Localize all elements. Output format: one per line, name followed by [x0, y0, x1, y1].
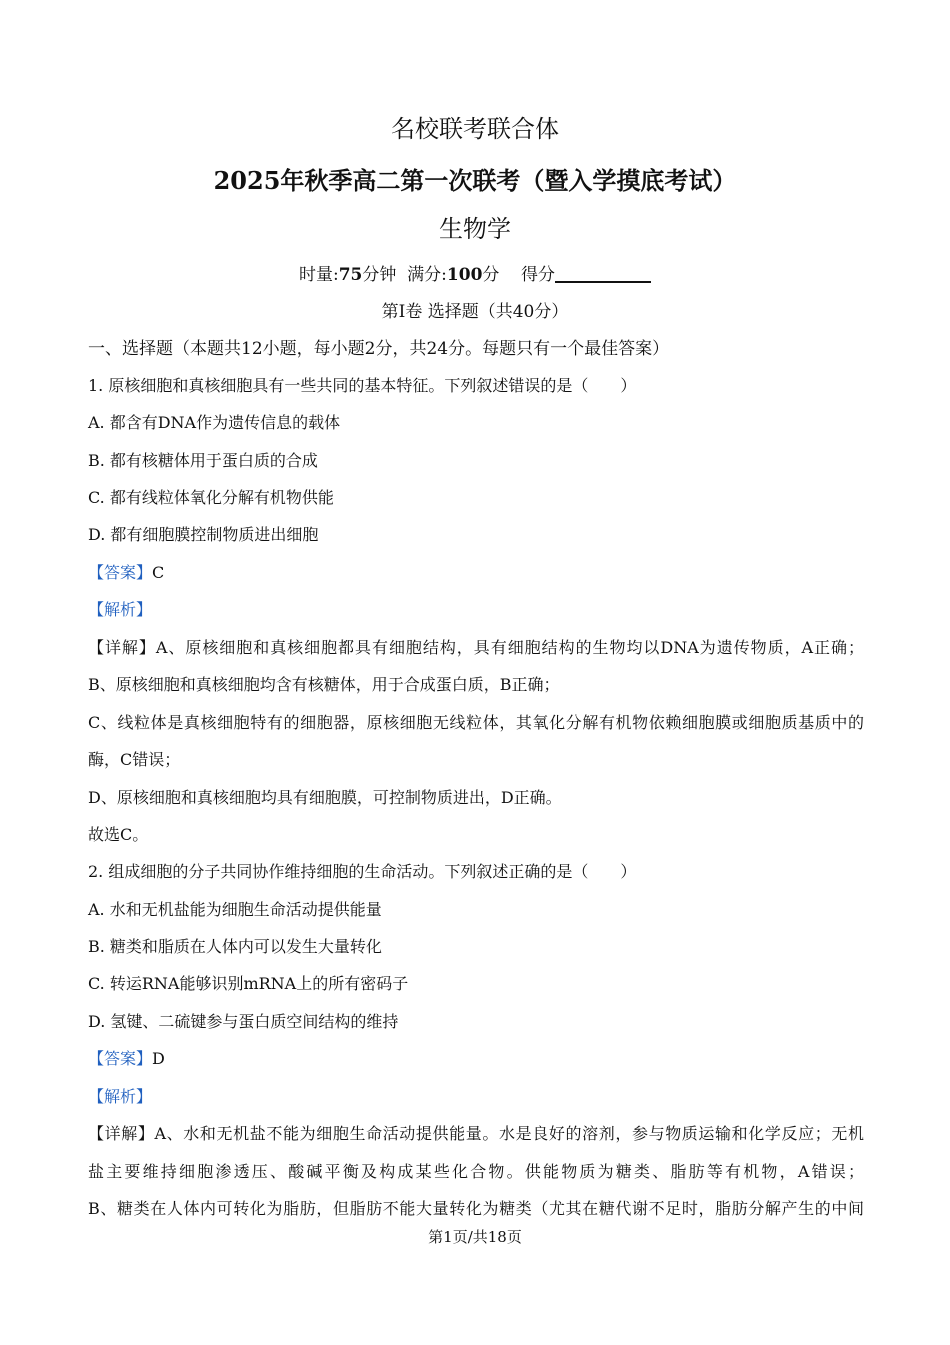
q2-detail-1a [88, 1122, 864, 1146]
q1-detail-1 [88, 636, 864, 660]
q2-stem: 2. 组成细胞的分子共同协作维持细胞的生命活动。下列叙述正确的是（ ） [88, 862, 637, 881]
q2-answer [88, 1047, 165, 1071]
score-unit: 分 [482, 265, 500, 285]
q1-detail-2: B、原核细胞和真核细胞均含有核糖体，用于合成蛋白质，B正确； [88, 675, 560, 694]
q1-conclusion: 故选C。 [88, 825, 149, 844]
q2-option-b: B. 糖类和脂质在人体内可以发生大量转化 [88, 937, 382, 956]
q2-option-a: A. 水和无机盐能为细胞生命活动提供能量 [88, 900, 382, 919]
q2-answer-value: D [152, 1049, 165, 1068]
q2-option-d: D. 氢键、二硫键参与蛋白质空间结构的维持 [88, 1012, 399, 1031]
q1-detail-3a: C、线粒体是真核细胞特有的细胞器，原核细胞无线粒体，其氧化分解有机物依赖细胞膜或细胞质基质中的 [88, 713, 864, 732]
q1-option-a: A. 都含有DNA作为遗传信息的载体 [88, 413, 341, 432]
org-title: 名校联考联合体 [391, 115, 559, 143]
subject-title: 生物学 [439, 215, 511, 243]
q1-option-c: C. 都有线粒体氧化分解有机物供能 [88, 488, 334, 507]
part-title: 第Ⅰ卷 选择题（共40分） [381, 302, 569, 322]
q1-answer-tag: 【答案】 [88, 563, 153, 582]
score-blank[interactable] [555, 263, 651, 283]
q2-option-c: C. 转运RNA能够识别mRNA上的所有密码子 [88, 974, 409, 993]
page-footer: 第1页/共18页 [428, 1228, 522, 1246]
time-label: 时量: [298, 265, 339, 285]
time-unit: 分钟 [362, 265, 397, 285]
q2-analysis-tag: 【解析】 [88, 1087, 153, 1106]
q1-detail-4: D、原核细胞和真核细胞均具有细胞膜，可控制物质进出，D正确。 [88, 788, 562, 807]
q2-detail-2a: B、糖类在人体内可转化为脂肪，但脂肪不能大量转化为糖类（尤其在糖代谢不足时，脂肪分解产生的中间 [88, 1199, 864, 1218]
q1-detail-3b: 酶，C错误； [88, 750, 181, 769]
q1-answer-value: C [152, 563, 165, 582]
section-title: 一、选择题（本题共12小题，每小题2分，共24分。每题只有一个最佳答案） [88, 339, 670, 359]
q1-analysis-tag: 【解析】 [88, 600, 153, 619]
q2-detail-tag: 【详解】 [88, 1124, 155, 1143]
q2-detail-1a-text: A、水和无机盐不能为细胞生命活动提供能量。水是良好的溶剂，参与物质运输和化学反应；无机 [154, 1124, 864, 1143]
score-label: 满分: [407, 265, 447, 285]
q1-detail-1-text: A、原核细胞和真核细胞都具有细胞结构，具有细胞结构的生物均以DNA为遗传物质，A正确； [155, 638, 864, 657]
time-value: 75 [338, 265, 363, 285]
q1-option-b: B. 都有核糖体用于蛋白质的合成 [88, 451, 318, 470]
q2-answer-tag: 【答案】 [88, 1049, 153, 1068]
q1-detail-tag: 【详解】 [88, 638, 156, 657]
exam-title: 2025年秋季高二第一次联考（暨入学摸底考试） [213, 166, 737, 195]
q1-stem: 1. 原核细胞和真核细胞具有一些共同的基本特征。下列叙述错误的是（ ） [88, 376, 637, 395]
q1-option-d: D. 都有细胞膜控制物质进出细胞 [88, 525, 319, 544]
q2-detail-1b: 盐主要维持细胞渗透压、酸碱平衡及构成某些化合物。供能物质为糖类、脂肪等有机物，A错误； [88, 1162, 864, 1181]
exam-meta [0, 262, 950, 288]
q1-answer [88, 561, 164, 585]
got-label: 得分 [521, 265, 556, 285]
score-value: 100 [446, 265, 483, 285]
